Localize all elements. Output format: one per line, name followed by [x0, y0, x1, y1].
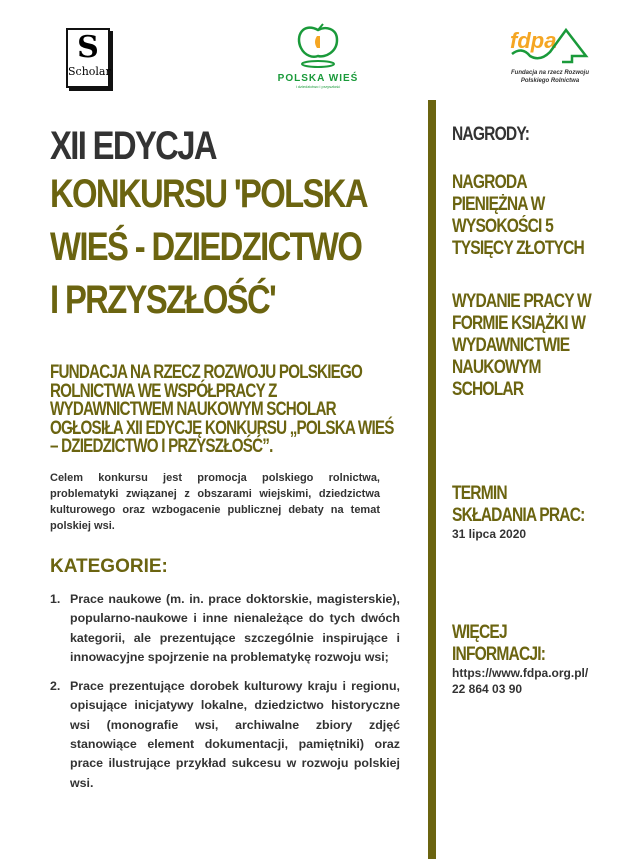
info-heading: WIĘCEJ: [452, 622, 507, 643]
deadline-heading: TERMIN: [452, 483, 507, 504]
prize-1-line: NAGRODA: [452, 172, 527, 193]
fdpa-logo: [500, 26, 600, 85]
category-number: 2.: [50, 679, 61, 694]
scholar-logo-text: Scholar: [68, 65, 111, 78]
prizes-heading: NAGRODY:: [452, 124, 530, 145]
prize-2: [452, 291, 642, 401]
polska-wies-logo: [270, 22, 366, 89]
divider-bar: [428, 100, 436, 859]
title-line-1: XII EDYCJA: [50, 124, 216, 168]
category-item: [50, 590, 400, 667]
fdpa-sub: Fundacja na rzecz Rozwoju Polskiego Rolnictwa: [510, 70, 589, 84]
apple-icon: [293, 22, 343, 68]
categories-list: [50, 590, 400, 803]
intro-text: FUNDACJA NA RZECZ ROZWOJU POLSKIEGO ROLNICTWA WE WSPÓŁPRACY Z WYDAWNICTWEM NAUKOWYM SCHOLAR OGŁOSIŁA XII EDYCJĘ KONKURSU „POLSKA WIEŚ – DZIEDZICTWO I PRZYSZŁOŚĆ”.: [50, 362, 394, 457]
category-number: 1.: [50, 592, 61, 606]
phone-number: 22 864 03 90: [452, 682, 523, 696]
website-link[interactable]: https://www.fdpa.org.pl/: [452, 666, 589, 680]
categories-heading: KATEGORIE:: [50, 556, 168, 577]
scholar-logo: S Scholar: [66, 28, 110, 88]
goal-text: Celem konkursu jest promocja polskiego rolnictwa, problematyki związanej z obszarami wiejskimi, dziedzictwa kulturowego oraz wzbogacenie publicznej debaty na temat polskiej wsi.: [50, 472, 380, 532]
deadline-heading: SKŁADANIA PRAC:: [452, 505, 585, 526]
prize-2-line: WYDANIE PRACY W: [452, 291, 591, 312]
title-line-3: WIEŚ - DZIEDZICTWO: [50, 225, 362, 269]
prize-2-line: SCHOLAR: [452, 379, 524, 400]
prize-1-line: PIENIĘŻNA W: [452, 194, 545, 215]
info-block: [452, 622, 642, 696]
prize-1: [452, 172, 642, 260]
fdpa-mark-icon: [508, 26, 592, 64]
category-text: Prace naukowe (m. in. prace doktorskie, magisterskie), popularno-naukowe i inne nienależące do tych dwóch kategorii, ale prezentujące szczególnie inspirujące i innowacyjne spojrzenie na problematykę rozwoju wsi;: [70, 592, 400, 664]
info-heading: INFORMACJI:: [452, 644, 546, 665]
polska-wies-sub: i dziedzictwo i przyszłość: [295, 84, 341, 89]
prize-2-line: NAUKOWYM: [452, 357, 541, 378]
category-item: [50, 677, 400, 793]
deadline-date: 31 lipca 2020: [452, 527, 527, 541]
deadline-block: [452, 483, 642, 541]
title-line-4: I PRZYSZŁOŚĆ': [50, 278, 276, 322]
title-line-2: KONKURSU 'POLSKA: [50, 172, 367, 216]
prize-2-line: WYDAWNICTWIE: [452, 335, 570, 356]
prize-2-line: FORMIE KSIĄŻKI W: [452, 313, 586, 334]
prize-1-line: TYSIĘCY ZŁOTYCH: [452, 238, 584, 259]
category-text: Prace prezentujące dorobek kulturowy kraju i regionu, opisujące inicjatywy lokalne, dziedzictwo historyczne wsi (monografie wsi, archiwalne zbiory zdjęć stanowiące element dokumentacji, pamiętniki) oraz prace ilustrujące przykład sukcesu w rozwoju polskiej wsi.: [70, 679, 400, 790]
polska-wies-text: POLSKA WIEŚ: [277, 73, 359, 84]
prize-1-line: WYSOKOŚCI 5: [452, 216, 553, 237]
svg-text:fdpa: fdpa: [510, 28, 557, 53]
